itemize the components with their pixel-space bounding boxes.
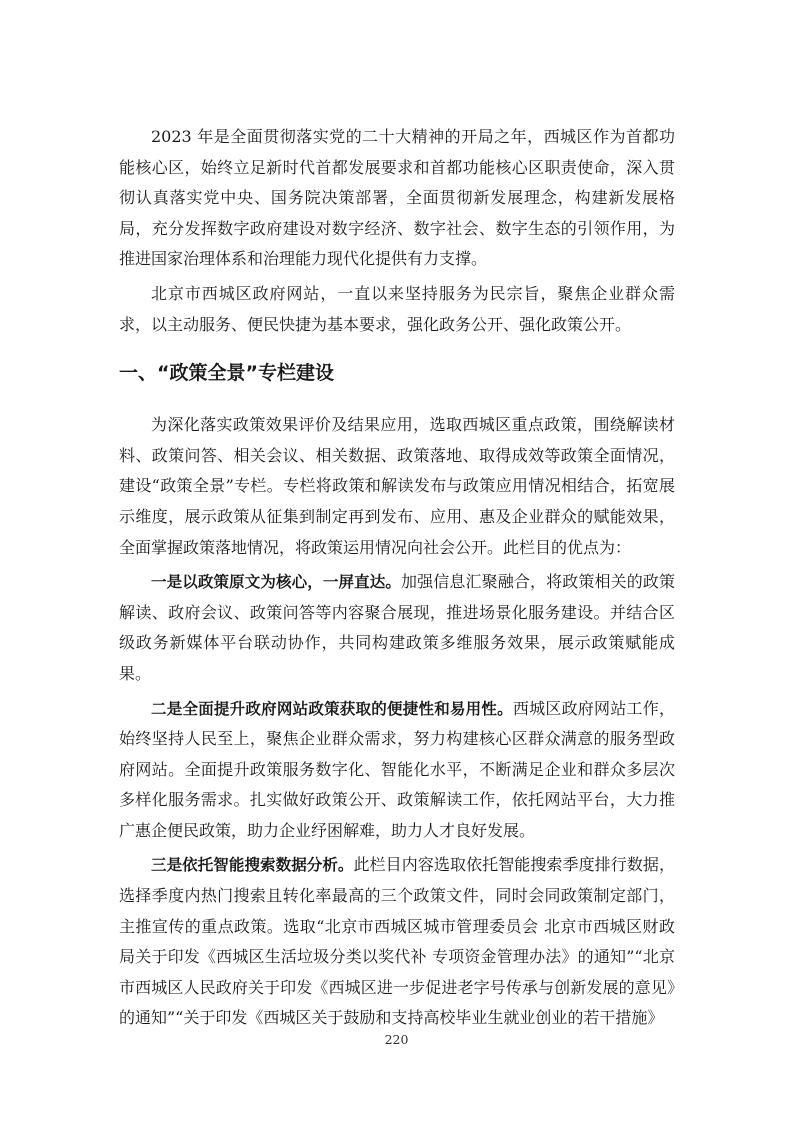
point-1-paragraph [119,567,675,689]
point-1-lead: 一是以政策原文为核心，一屏直达。 [151,573,401,592]
point-2-paragraph [119,694,675,847]
point-3-paragraph [119,850,675,1034]
point-2-text: 西城区政府网站工作，始终坚持人民至上，聚焦企业群众需求，努力构建核心区群众满意的服务型政府网站。全面提升政策服务数字化、智能化水平，不断满足企业和群众多层次多样化服务需求。扎实做好政策公开、政策解读工作，依托网站平台，大力推广惠企便民政策，助力企业纾困解难，助力人才良好发展。 [119,698,675,840]
point-1-text: 加强信息汇聚融合，将政策相关的政策解读、政府会议、政策问答等内容聚合展现，推进场景化服务建设。并结合区级政务新媒体平台联动协作，共同构建政策多维服务效果，展示政策赋能成果。 [119,572,675,683]
point-3-text: 此栏目内容选取依托智能搜索季度排行数据，选择季度内热门搜索且转化率最高的三个政策文件，同时会同政策制定部门，主推宣传的重点政策。选取“北京市西城区城市管理委员会 北京市西城区财政局关于印发《西城区生活垃圾分类以奖代补 专项资金管理办法》的通知”“北京市西城区人民政府关于印发《西城区进一步促进老字号传承与创新发展的意见》的通知”“关于印发《西城区关于鼓励和支持高校毕业生就业创业的若干措施》 [119,855,675,1028]
intro-paragraph-1: 2023 年是全面贯彻落实党的二十大精神的开局之年，西城区作为首都功能核心区，始终立足新时代首都发展要求和首都功能核心区职责使命，深入贯彻认真落实党中央、国务院决策部署，全面贯彻新发展理念，构建新发展格局，充分发挥数字政府建设对数字经济、数字社会、数字生态的引领作用，为推进国家治理体系和治理能力现代化提供有力支撑。 [119,127,675,269]
point-2-lead: 二是全面提升政府网站政策获取的便捷性和易用性。 [151,699,513,718]
section-paragraph-1: 为深化落实政策效果评价及结果应用，选取西城区重点政策，围绕解读材料、政策问答、相关会议、相关数据、政策落地、取得成效等政策全面情况，建设“政策全景”专栏。专栏将政策和解读发布与政策应用情况相结合，拓宽展示维度，展示政策从征集到制定再到发布、应用、惠及企业群众的赋能效果，全面掌握政策落地情况，将政策运用情况向社会公开。此栏目的优点为： [119,415,675,557]
page-body [119,122,675,1034]
point-3-lead: 三是依托智能搜索数据分析。 [151,856,354,875]
intro-paragraph-2: 北京市西城区政府网站，一直以来坚持服务为民宗旨，聚焦企业群众需求，以主动服务、便民快捷为基本要求，强化政务公开、强化政策公开。 [119,283,675,334]
page-number: 220 [384,1032,409,1047]
section-heading: 一、“政策全景”专栏建设 [119,362,334,385]
